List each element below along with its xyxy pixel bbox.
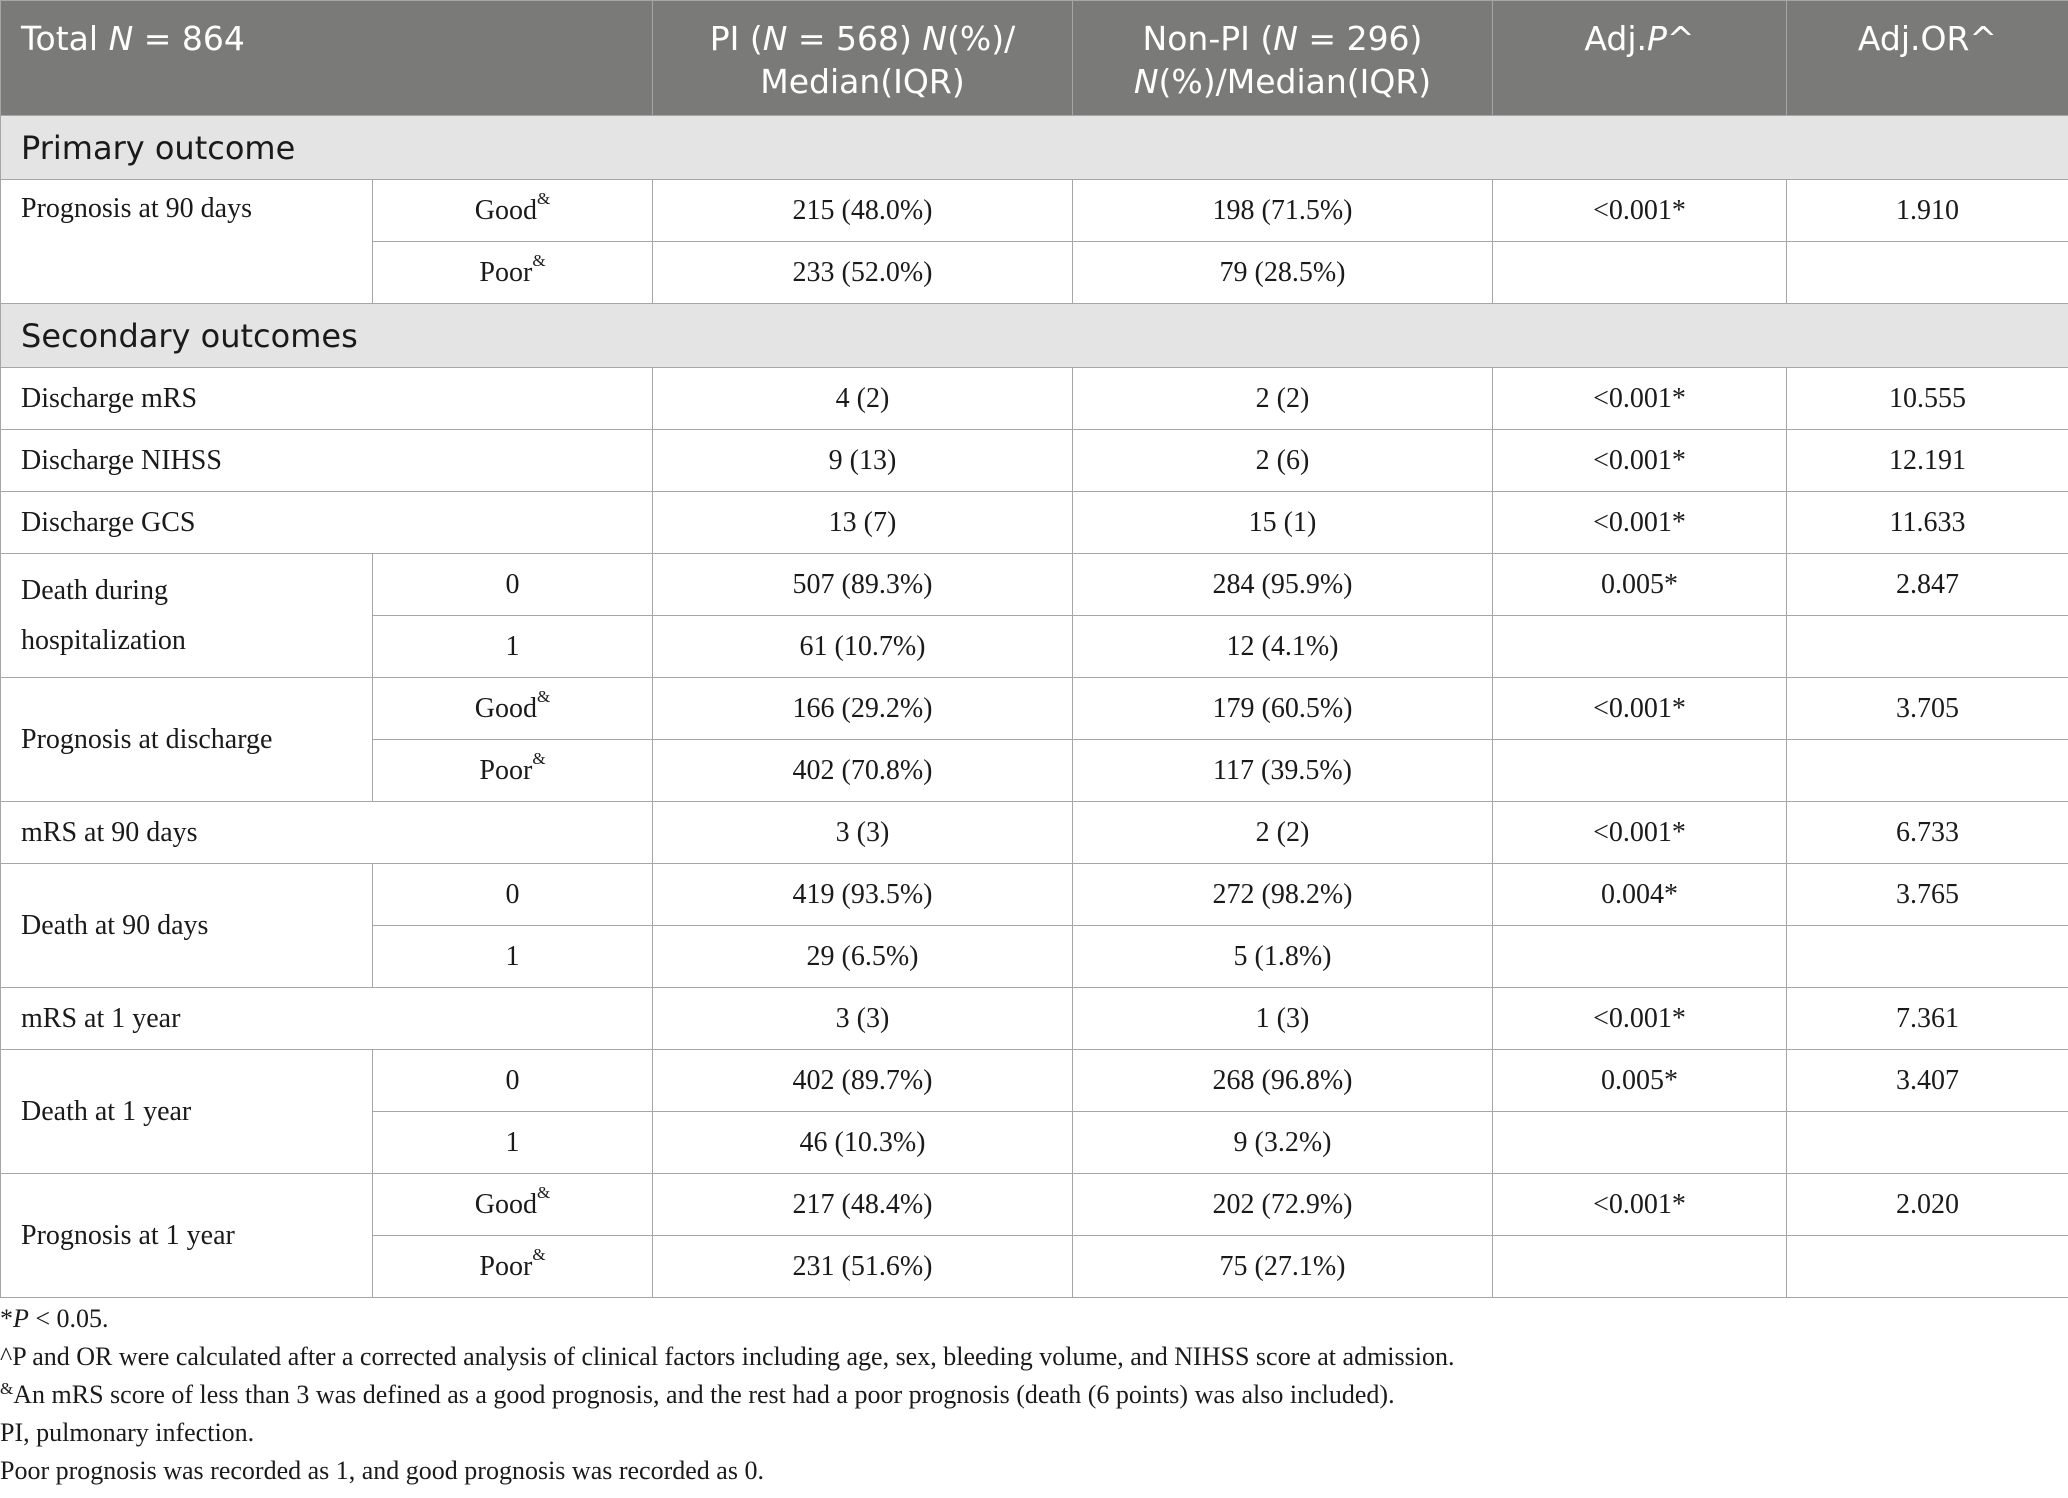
- pi-value: 3 (3): [653, 802, 1073, 864]
- adj-or-value: 2.020: [1787, 1174, 2068, 1236]
- adj-p-value: <0.001*: [1493, 988, 1787, 1050]
- adj-or-value: [1787, 242, 2068, 304]
- adj-or-value: 11.633: [1787, 492, 2068, 554]
- row-sublabel: 0: [373, 864, 653, 926]
- pi-value: 217 (48.4%): [653, 1174, 1073, 1236]
- adj-or-value: 12.191: [1787, 430, 2068, 492]
- table-row: [1, 430, 2068, 492]
- non-pi-value: 198 (71.5%): [1073, 180, 1493, 242]
- pi-value: 233 (52.0%): [653, 242, 1073, 304]
- pi-value: 402 (89.7%): [653, 1050, 1073, 1112]
- row-label: Discharge GCS: [1, 492, 653, 554]
- row-sublabel: Good&: [373, 180, 653, 242]
- row-sublabel: Poor&: [373, 1236, 653, 1298]
- row-label: Prognosis at discharge: [1, 678, 373, 802]
- pi-value: 46 (10.3%): [653, 1112, 1073, 1174]
- non-pi-value: 1 (3): [1073, 988, 1493, 1050]
- table-row: [1, 1050, 2068, 1112]
- adj-p-value: 0.005*: [1493, 554, 1787, 616]
- table-row: [1, 988, 2068, 1050]
- adj-p-value: <0.001*: [1493, 368, 1787, 430]
- table-row: [1, 368, 2068, 430]
- row-label: Death during hospitalization: [1, 554, 373, 678]
- non-pi-value: 2 (6): [1073, 430, 1493, 492]
- section-title: Secondary outcomes: [1, 304, 2068, 368]
- row-label: Prognosis at 1 year: [1, 1174, 373, 1298]
- adj-or-value: [1787, 740, 2068, 802]
- pi-value: 9 (13): [653, 430, 1073, 492]
- adj-p-value: [1493, 926, 1787, 988]
- adj-p-value: 0.005*: [1493, 1050, 1787, 1112]
- adj-p-value: <0.001*: [1493, 1174, 1787, 1236]
- pi-value: 4 (2): [653, 368, 1073, 430]
- row-label: Death at 90 days: [1, 864, 373, 988]
- row-sublabel: Poor&: [373, 740, 653, 802]
- header-total: Total N = 864: [1, 1, 653, 116]
- adj-p-value: [1493, 242, 1787, 304]
- row-sublabel: 1: [373, 616, 653, 678]
- non-pi-value: 12 (4.1%): [1073, 616, 1493, 678]
- adj-or-value: 6.733: [1787, 802, 2068, 864]
- section-title: Primary outcome: [1, 116, 2068, 180]
- non-pi-value: 272 (98.2%): [1073, 864, 1493, 926]
- adj-p-value: <0.001*: [1493, 430, 1787, 492]
- adj-or-value: [1787, 1236, 2068, 1298]
- footnote-abbreviation: PI, pulmonary infection.: [0, 1418, 255, 1447]
- header-row: [1, 1, 2068, 116]
- row-label: Discharge NIHSS: [1, 430, 653, 492]
- pi-value: 29 (6.5%): [653, 926, 1073, 988]
- adj-p-value: <0.001*: [1493, 678, 1787, 740]
- non-pi-value: 179 (60.5%): [1073, 678, 1493, 740]
- pi-value: 231 (51.6%): [653, 1236, 1073, 1298]
- non-pi-value: 2 (2): [1073, 368, 1493, 430]
- adj-p-value: <0.001*: [1493, 180, 1787, 242]
- non-pi-value: 9 (3.2%): [1073, 1112, 1493, 1174]
- footnote-prognosis-definition: &An mRS score of less than 3 was defined as a good prognosis, and the rest had a poor prognosis (death (6 points) was also included).: [0, 1379, 1395, 1409]
- pi-value: 507 (89.3%): [653, 554, 1073, 616]
- header-non-pi: Non-PI (N = 296) N(%)/Median(IQR): [1073, 1, 1493, 116]
- adj-p-value: 0.004*: [1493, 864, 1787, 926]
- pi-value: 419 (93.5%): [653, 864, 1073, 926]
- adj-p-value: [1493, 1236, 1787, 1298]
- row-label: mRS at 90 days: [1, 802, 653, 864]
- row-label: mRS at 1 year: [1, 988, 653, 1050]
- pi-value: 215 (48.0%): [653, 180, 1073, 242]
- adj-or-value: [1787, 616, 2068, 678]
- table-row: [1, 864, 2068, 926]
- pi-value: 13 (7): [653, 492, 1073, 554]
- table-row: [1, 554, 2068, 616]
- pi-value: 166 (29.2%): [653, 678, 1073, 740]
- table-row: [1, 180, 2068, 242]
- non-pi-value: 79 (28.5%): [1073, 242, 1493, 304]
- footnote-coding: Poor prognosis was recorded as 1, and good prognosis was recorded as 0.: [0, 1456, 764, 1485]
- adj-p-value: <0.001*: [1493, 802, 1787, 864]
- adj-p-value: [1493, 740, 1787, 802]
- section-secondary: [1, 304, 2068, 368]
- non-pi-value: 75 (27.1%): [1073, 1236, 1493, 1298]
- table-row: [1, 492, 2068, 554]
- pi-value: 61 (10.7%): [653, 616, 1073, 678]
- row-sublabel: Good&: [373, 678, 653, 740]
- adj-p-value: [1493, 616, 1787, 678]
- non-pi-value: 5 (1.8%): [1073, 926, 1493, 988]
- row-sublabel: Poor&: [373, 242, 653, 304]
- non-pi-value: 117 (39.5%): [1073, 740, 1493, 802]
- adj-or-value: 10.555: [1787, 368, 2068, 430]
- adj-p-value: <0.001*: [1493, 492, 1787, 554]
- table-row: [1, 802, 2068, 864]
- footnote-significance: *P < 0.05.: [0, 1304, 109, 1333]
- row-label: Death at 1 year: [1, 1050, 373, 1174]
- row-label: Prognosis at 90 days: [1, 180, 373, 304]
- row-sublabel: Good&: [373, 1174, 653, 1236]
- adj-or-value: 3.407: [1787, 1050, 2068, 1112]
- header-adj-or: Adj.OR^: [1787, 1, 2068, 116]
- adj-or-value: 3.705: [1787, 678, 2068, 740]
- table-footnotes: [0, 1300, 1454, 1490]
- adj-p-value: [1493, 1112, 1787, 1174]
- row-sublabel: 0: [373, 1050, 653, 1112]
- adj-or-value: [1787, 1112, 2068, 1174]
- non-pi-value: 2 (2): [1073, 802, 1493, 864]
- row-sublabel: 1: [373, 1112, 653, 1174]
- row-sublabel: 1: [373, 926, 653, 988]
- pi-value: 402 (70.8%): [653, 740, 1073, 802]
- header-adj-p: Adj.P^: [1493, 1, 1787, 116]
- header-pi: PI (N = 568) N(%)/ Median(IQR): [653, 1, 1073, 116]
- row-sublabel: 0: [373, 554, 653, 616]
- non-pi-value: 15 (1): [1073, 492, 1493, 554]
- section-primary: [1, 116, 2068, 180]
- adj-or-value: [1787, 926, 2068, 988]
- table-row: [1, 1174, 2068, 1236]
- adj-or-value: 7.361: [1787, 988, 2068, 1050]
- non-pi-value: 202 (72.9%): [1073, 1174, 1493, 1236]
- table-row: [1, 678, 2068, 740]
- pi-value: 3 (3): [653, 988, 1073, 1050]
- non-pi-value: 284 (95.9%): [1073, 554, 1493, 616]
- adj-or-value: 2.847: [1787, 554, 2068, 616]
- footnote-adjustment: ^P and OR were calculated after a corrected analysis of clinical factors including age, sex, bleeding volume, and NIHSS score at admission.: [0, 1342, 1455, 1371]
- row-label: Discharge mRS: [1, 368, 653, 430]
- adj-or-value: 3.765: [1787, 864, 2068, 926]
- non-pi-value: 268 (96.8%): [1073, 1050, 1493, 1112]
- adj-or-value: 1.910: [1787, 180, 2068, 242]
